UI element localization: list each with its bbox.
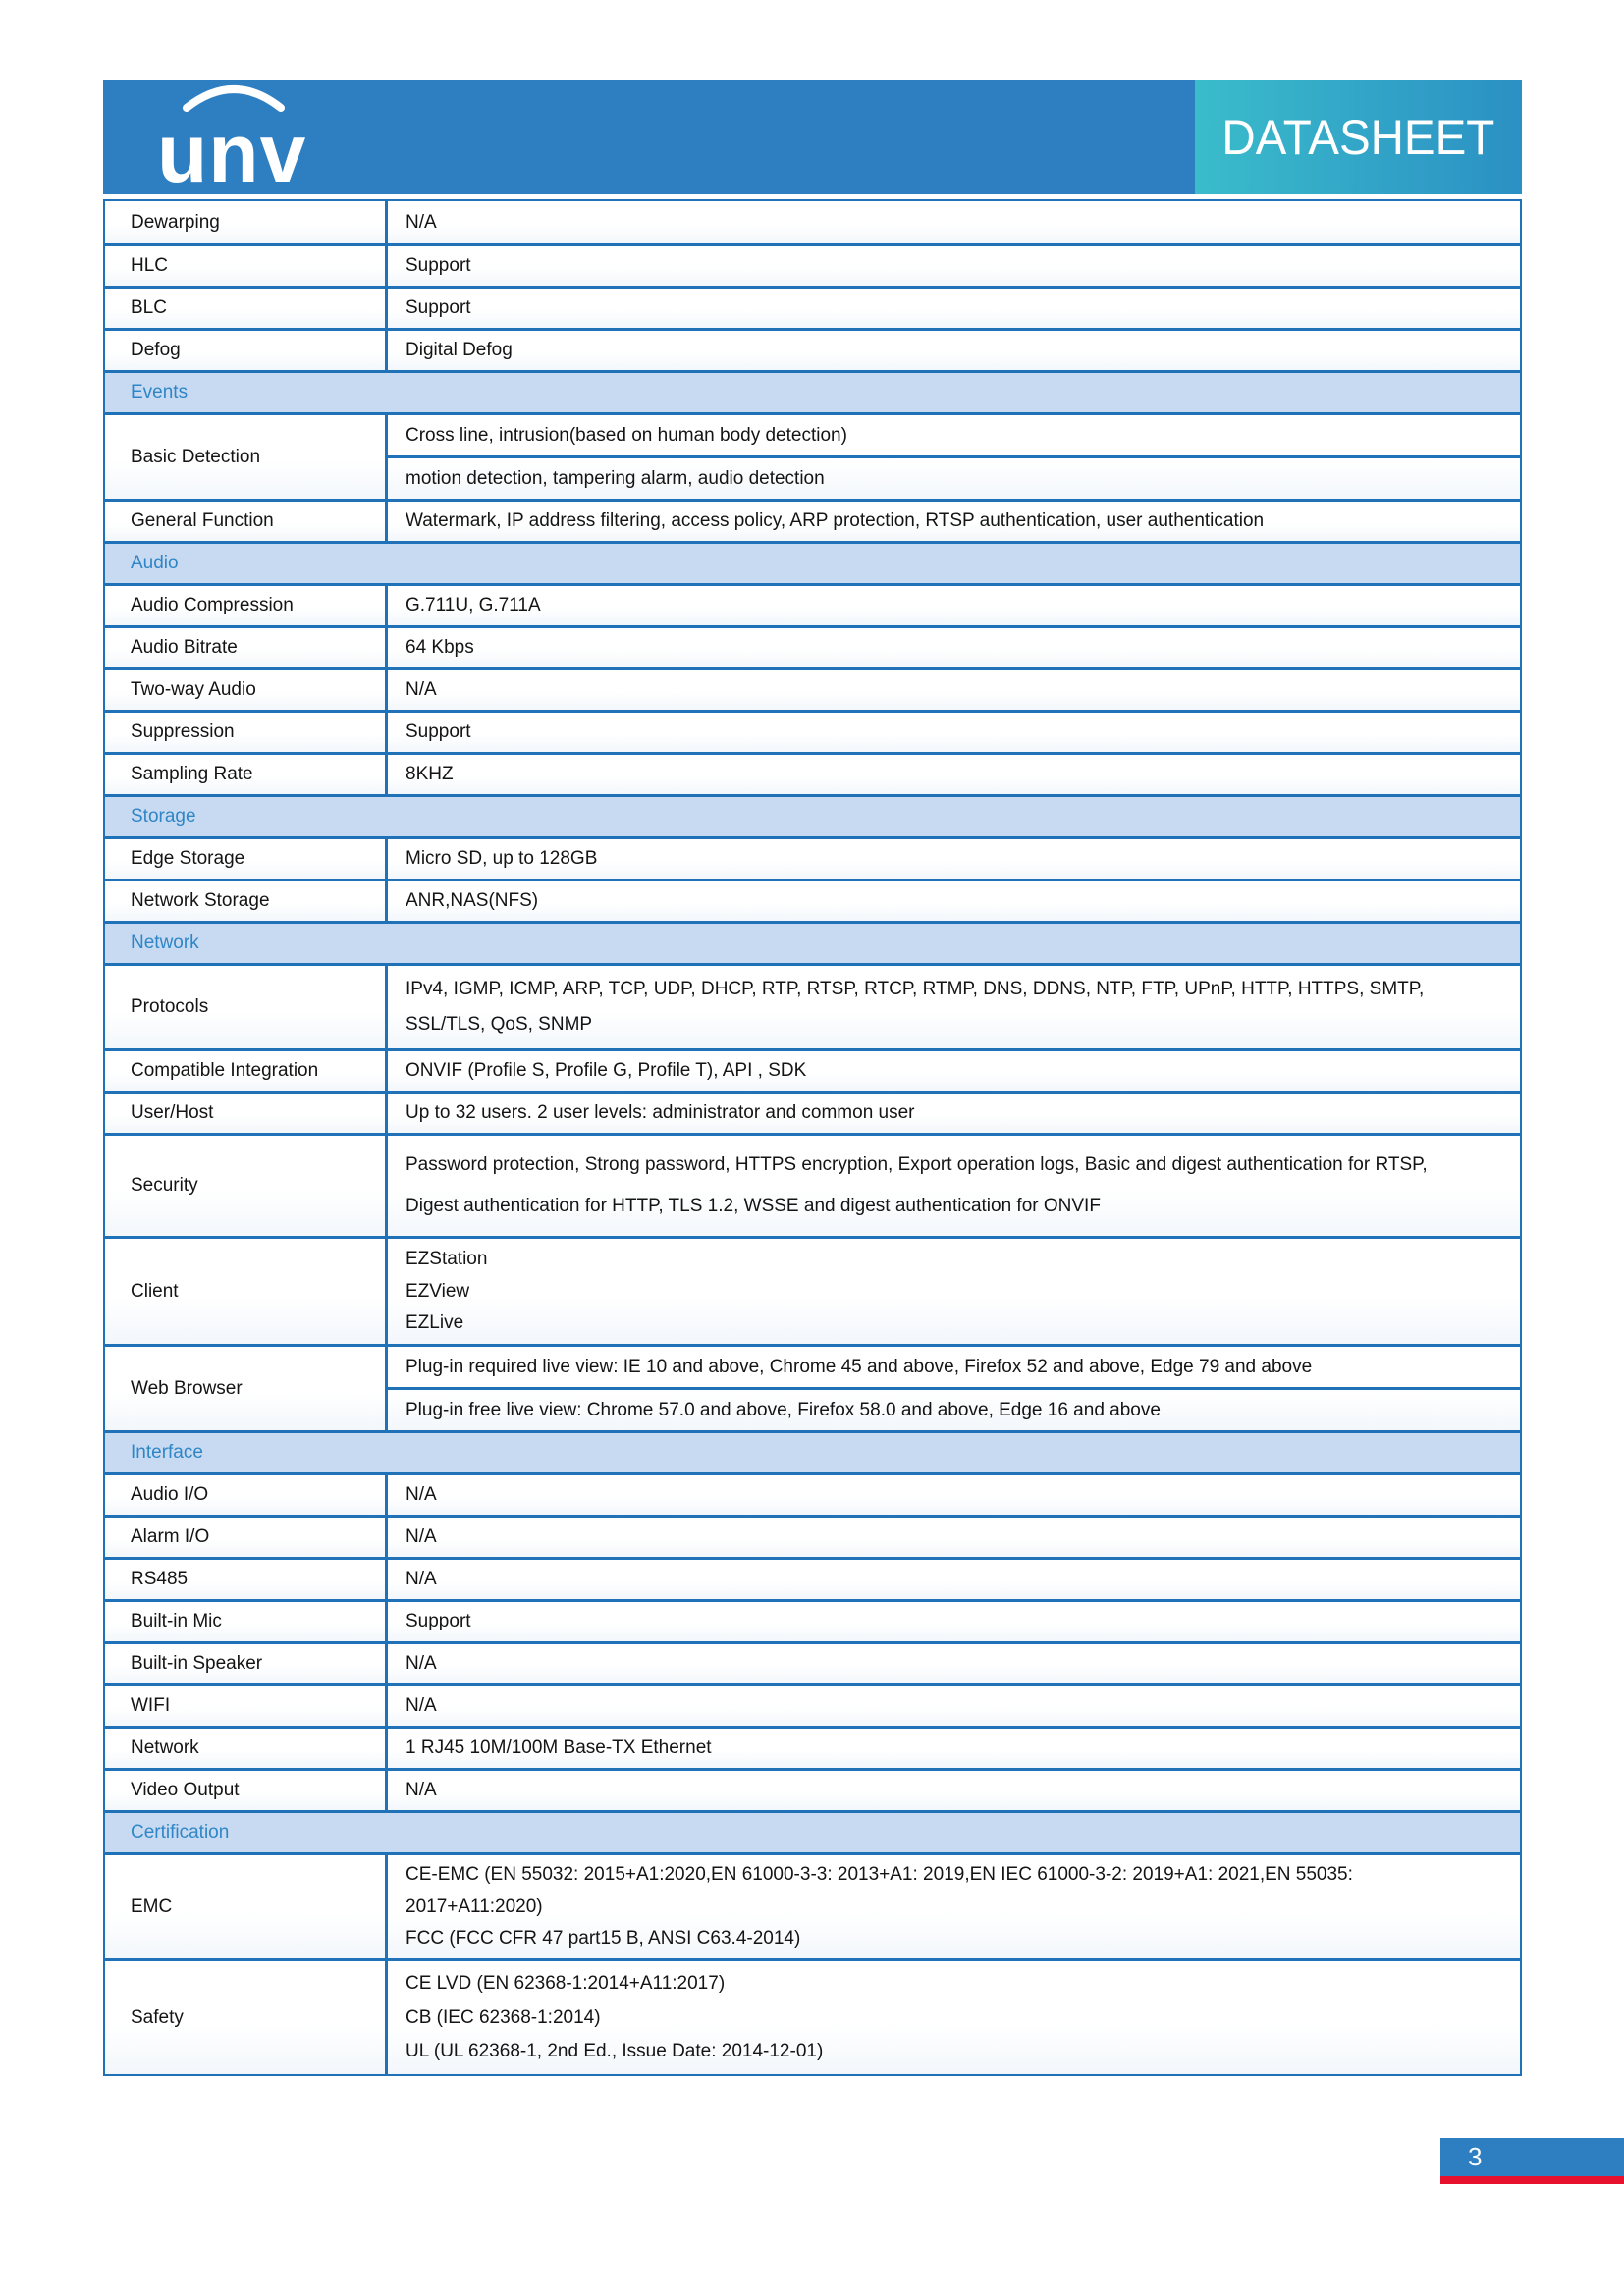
section-header-label: Storage — [131, 806, 196, 827]
spec-value — [388, 755, 1520, 794]
spec-row — [105, 1599, 1520, 1641]
spec-row — [105, 1048, 1520, 1091]
page-number-badge — [1440, 2138, 1624, 2176]
spec-value-line: CE LVD (EN 62368-1:2014+A11:2017) — [406, 1972, 726, 1994]
section-header-row — [105, 370, 1520, 412]
spec-value-line: N/A — [406, 1780, 437, 1801]
spec-value-line: ONVIF (Profile S, Profile G, Profile T), API , SDK — [406, 1060, 807, 1082]
spec-value — [388, 1475, 1520, 1515]
spec-value-line: N/A — [406, 1569, 437, 1590]
spec-value-line: 64 Kbps — [406, 637, 474, 659]
spec-row — [105, 752, 1520, 794]
spec-value-line: Up to 32 users. 2 user levels: administrator and common user — [406, 1102, 915, 1124]
spec-value: Plug-in free live view: Chrome 57.0 and above, Firefox 58.0 and above, Edge 16 and above — [388, 1387, 1520, 1430]
spec-label: RS485 — [105, 1560, 388, 1599]
spec-label: Compatible Integration — [105, 1051, 388, 1091]
spec-row — [105, 1768, 1520, 1810]
section-header-label: Events — [131, 382, 189, 402]
spec-label: Defog — [105, 331, 388, 370]
spec-value-line: N/A — [406, 1484, 437, 1506]
spec-label: Web Browser — [105, 1347, 388, 1430]
spec-label: Network Storage — [105, 881, 388, 921]
spec-label: Two-way Audio — [105, 670, 388, 710]
spec-value — [388, 1560, 1520, 1599]
spec-value — [388, 1771, 1520, 1810]
spec-value-line: Watermark, IP address filtering, access policy, ARP protection, RTSP authentication, user authentication — [406, 510, 1265, 532]
section-header-row — [105, 1430, 1520, 1472]
spec-row — [105, 963, 1520, 1048]
spec-row — [105, 1515, 1520, 1557]
spec-value — [388, 1729, 1520, 1768]
spec-label: EMC — [105, 1855, 388, 1958]
spec-row — [105, 583, 1520, 625]
spec-label: Built-in Mic — [105, 1602, 388, 1641]
spec-label: Security — [105, 1136, 388, 1236]
header-banner — [103, 80, 1522, 199]
spec-value — [388, 1855, 1520, 1958]
section-header-label: Certification — [131, 1822, 230, 1842]
spec-label: Network — [105, 1729, 388, 1768]
spec-value-line: Micro SD, up to 128GB — [406, 848, 598, 870]
spec-value — [388, 1094, 1520, 1133]
spec-value-line: 2017+A11:2020) — [406, 1896, 543, 1917]
spec-row — [105, 1557, 1520, 1599]
spec-label: Basic Detection — [105, 415, 388, 499]
spec-value — [388, 1686, 1520, 1726]
spec-label: Safety — [105, 1961, 388, 2074]
spec-table — [103, 199, 1522, 2076]
spec-value-line: Support — [406, 721, 471, 743]
section-header-row — [105, 794, 1520, 836]
spec-value-line: Support — [406, 1611, 471, 1632]
spec-value-line: CB (IEC 62368-1:2014) — [406, 2006, 601, 2028]
spec-value-line: FCC (FCC CFR 47 part15 B, ANSI C63.4-2014) — [406, 1927, 801, 1949]
spec-label: General Function — [105, 502, 388, 541]
spec-label: Protocols — [105, 966, 388, 1048]
spec-value — [388, 1961, 1520, 2074]
spec-value — [388, 502, 1520, 541]
spec-row — [105, 286, 1520, 328]
spec-row — [105, 499, 1520, 541]
spec-row — [105, 667, 1520, 710]
spec-value — [388, 1602, 1520, 1641]
spec-label: Video Output — [105, 1771, 388, 1810]
spec-value-group — [388, 1347, 1520, 1430]
spec-value-line: EZLive — [406, 1312, 464, 1334]
spec-value-line: Digital Defog — [406, 340, 513, 361]
spec-value — [388, 1518, 1520, 1557]
spec-value-line: EZStation — [406, 1248, 488, 1269]
page-number: 3 — [1468, 2142, 1483, 2171]
spec-label: Audio Compression — [105, 586, 388, 625]
spec-row — [105, 1091, 1520, 1133]
spec-value-line: G.711U, G.711A — [406, 595, 541, 616]
spec-label: Edge Storage — [105, 839, 388, 879]
spec-value-line: N/A — [406, 1653, 437, 1675]
spec-value-line: EZView — [406, 1280, 470, 1302]
spec-row — [105, 879, 1520, 921]
page-number-underline — [1440, 2176, 1624, 2184]
section-header-row — [105, 541, 1520, 583]
spec-row — [105, 1472, 1520, 1515]
datasheet-panel — [1195, 80, 1522, 194]
spec-value-line: N/A — [406, 679, 437, 701]
spec-value — [388, 1239, 1520, 1344]
section-header-label: Interface — [131, 1442, 203, 1463]
spec-value-line: 8KHZ — [406, 764, 454, 785]
spec-label: BLC — [105, 289, 388, 328]
spec-value-line: SSL/TLS, QoS, SNMP — [406, 1014, 593, 1036]
spec-label: Client — [105, 1239, 388, 1344]
spec-row — [105, 412, 1520, 499]
spec-value-group — [388, 415, 1520, 499]
spec-value — [388, 289, 1520, 328]
spec-value — [388, 713, 1520, 752]
spec-row — [105, 836, 1520, 879]
spec-label: HLC — [105, 246, 388, 286]
spec-value-line: UL (UL 62368-1, 2nd Ed., Issue Date: 2014-12-01) — [406, 2041, 824, 2062]
spec-value-line: Support — [406, 297, 471, 319]
spec-row — [105, 1852, 1520, 1958]
spec-label: Alarm I/O — [105, 1518, 388, 1557]
spec-value — [388, 1644, 1520, 1683]
spec-value — [388, 881, 1520, 921]
spec-value — [388, 628, 1520, 667]
spec-label: User/Host — [105, 1094, 388, 1133]
spec-label: Suppression — [105, 713, 388, 752]
spec-label: Sampling Rate — [105, 755, 388, 794]
spec-label: WIFI — [105, 1686, 388, 1726]
spec-value — [388, 839, 1520, 879]
spec-row — [105, 1236, 1520, 1344]
spec-label: Audio I/O — [105, 1475, 388, 1515]
spec-value: Plug-in required live view: IE 10 and above, Chrome 45 and above, Firefox 52 and above, Edge 79 and above — [406, 1356, 1313, 1377]
spec-row — [105, 1641, 1520, 1683]
spec-row — [105, 328, 1520, 370]
spec-value-line: Digest authentication for HTTP, TLS 1.2, WSSE and digest authentication for ONVIF — [406, 1196, 1101, 1217]
spec-value — [388, 201, 1520, 243]
spec-value — [388, 331, 1520, 370]
spec-row — [105, 710, 1520, 752]
spec-row — [105, 243, 1520, 286]
spec-value — [388, 586, 1520, 625]
section-header-row — [105, 921, 1520, 963]
logo-text: unv — [157, 107, 307, 199]
spec-value: Cross line, intrusion(based on human body detection) — [406, 424, 847, 446]
spec-row — [105, 1726, 1520, 1768]
section-header-row — [105, 1810, 1520, 1852]
spec-value-line: N/A — [406, 1695, 437, 1717]
spec-value-line: N/A — [406, 211, 437, 233]
spec-value: motion detection, tampering alarm, audio detection — [388, 455, 1520, 499]
spec-label: Audio Bitrate — [105, 628, 388, 667]
spec-label: Dewarping — [105, 201, 388, 243]
spec-value-line: N/A — [406, 1526, 437, 1548]
section-header-label: Audio — [131, 553, 179, 573]
spec-row — [105, 1958, 1520, 2074]
section-header-label: Network — [131, 933, 199, 953]
spec-value — [388, 1136, 1520, 1236]
spec-value — [388, 246, 1520, 286]
spec-value-line: ANR,NAS(NFS) — [406, 890, 539, 912]
spec-row — [105, 1344, 1520, 1430]
spec-value — [388, 1051, 1520, 1091]
unv-logo — [157, 86, 344, 199]
spec-value-line: CE-EMC (EN 55032: 2015+A1:2020,EN 61000-3-3: 2013+A1: 2019,EN IEC 61000-3-2: 2019+A1: 2021,EN 55035: — [406, 1864, 1353, 1886]
spec-row — [105, 201, 1520, 243]
spec-value-line: IPv4, IGMP, ICMP, ARP, TCP, UDP, DHCP, RTP, RTSP, RTCP, RTMP, DNS, DDNS, NTP, FTP, UPnP, HTTP, HTTPS, SMTP, — [406, 979, 1425, 1000]
spec-value-line: 1 RJ45 10M/100M Base-TX Ethernet — [406, 1737, 712, 1759]
spec-value — [388, 966, 1520, 1048]
spec-row — [105, 1133, 1520, 1236]
datasheet-title: DATASHEET — [1221, 110, 1495, 165]
spec-value-line: Password protection, Strong password, HTTPS encryption, Export operation logs, Basic and digest authentication for RTSP, — [406, 1154, 1428, 1176]
spec-label: Built-in Speaker — [105, 1644, 388, 1683]
spec-value-line: Support — [406, 255, 471, 277]
spec-row — [105, 1683, 1520, 1726]
spec-value — [388, 670, 1520, 710]
spec-row — [105, 625, 1520, 667]
